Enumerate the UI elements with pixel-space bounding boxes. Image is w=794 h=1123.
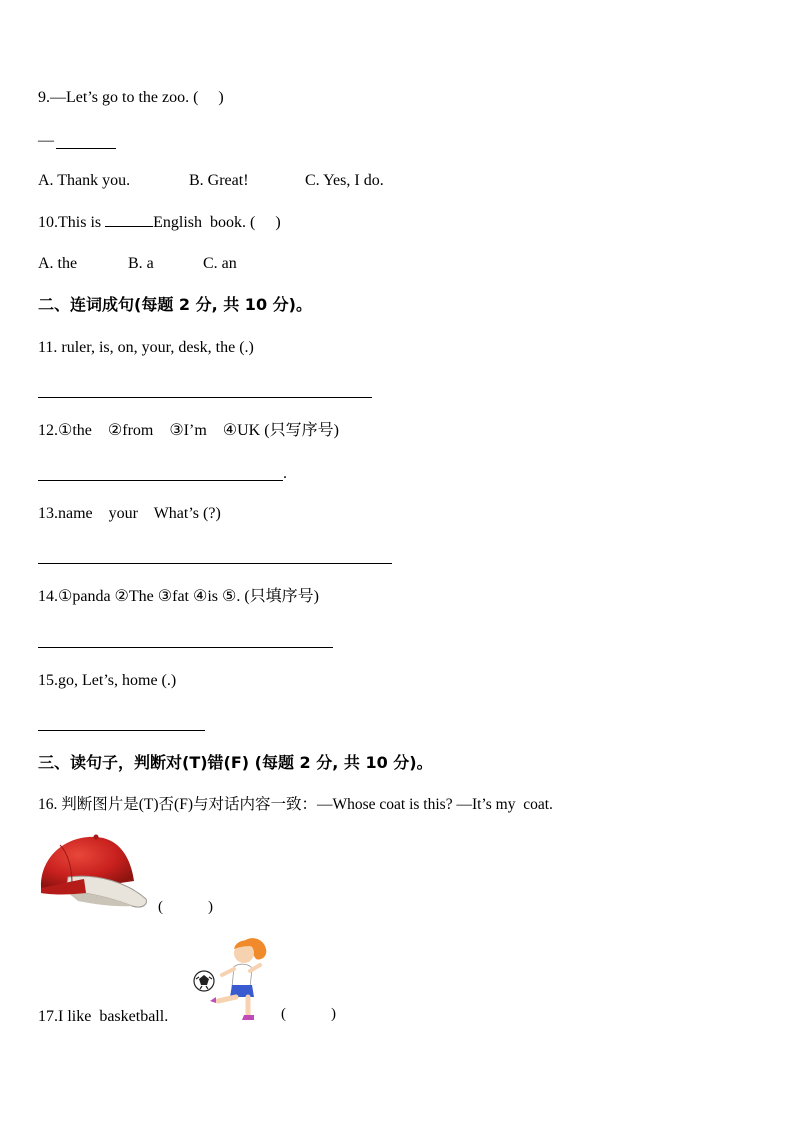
q10-line [38, 212, 281, 233]
q13-text: 13.name your What’s (?) [38, 505, 221, 522]
q12-end-period: . [283, 465, 287, 482]
q12-text: 12.①the ②from ③I’m ④UK (只写序号) [38, 422, 339, 439]
q10-option-c[interactable]: C. an [203, 255, 237, 272]
q10-option-a[interactable]: A. the [38, 255, 78, 272]
q16-text: 16. 判断图片是(T)否(F)与对话内容一致：—Whose coat is this? —It’s my coat. [38, 796, 553, 813]
q9-text: 9.—Let’s go to the zoo. ( ) [38, 89, 224, 106]
q17-text: 17.I like basketball. [38, 1008, 169, 1025]
red-cap-icon [38, 833, 150, 917]
q14-text: 14.①panda ②The ③fat ④is ⑤. (只填序号) [38, 588, 320, 605]
q10-option-b[interactable]: B. a [128, 255, 154, 272]
q9-answer-blank[interactable] [56, 148, 116, 149]
q16-answer-paren[interactable]: ( ) [158, 899, 213, 915]
q10-suffix: English book. ( ) [153, 214, 281, 231]
q9-option-c[interactable]: C. Yes, I do. [305, 172, 384, 189]
section2-heading: 二、连词成句(每题 2 分, 共 10 分)。 [38, 295, 312, 314]
q9-reply-dash: — [38, 132, 54, 149]
q15-text: 15.go, Let’s, home (.) [38, 672, 177, 689]
section3-heading: 三、读句子，判断对(T)错(F) (每题 2 分, 共 10 分)。 [38, 753, 433, 772]
q14-answer-line[interactable] [38, 647, 333, 648]
q15-answer-line[interactable] [38, 730, 205, 731]
q12-answer-line[interactable] [38, 480, 283, 481]
q10-inline-blank[interactable] [105, 212, 153, 227]
q9-option-b[interactable]: B. Great! [189, 172, 249, 189]
girl-kicking-ball-icon [190, 935, 270, 1023]
q10-prefix: 10.This is [38, 214, 102, 231]
q11-answer-line[interactable] [38, 397, 372, 398]
q9-option-a[interactable]: A. Thank you. [38, 172, 131, 189]
q11-text: 11. ruler, is, on, your, desk, the (.) [38, 339, 254, 356]
q13-answer-line[interactable] [38, 563, 392, 564]
q17-answer-paren[interactable]: ( ) [281, 1006, 336, 1022]
